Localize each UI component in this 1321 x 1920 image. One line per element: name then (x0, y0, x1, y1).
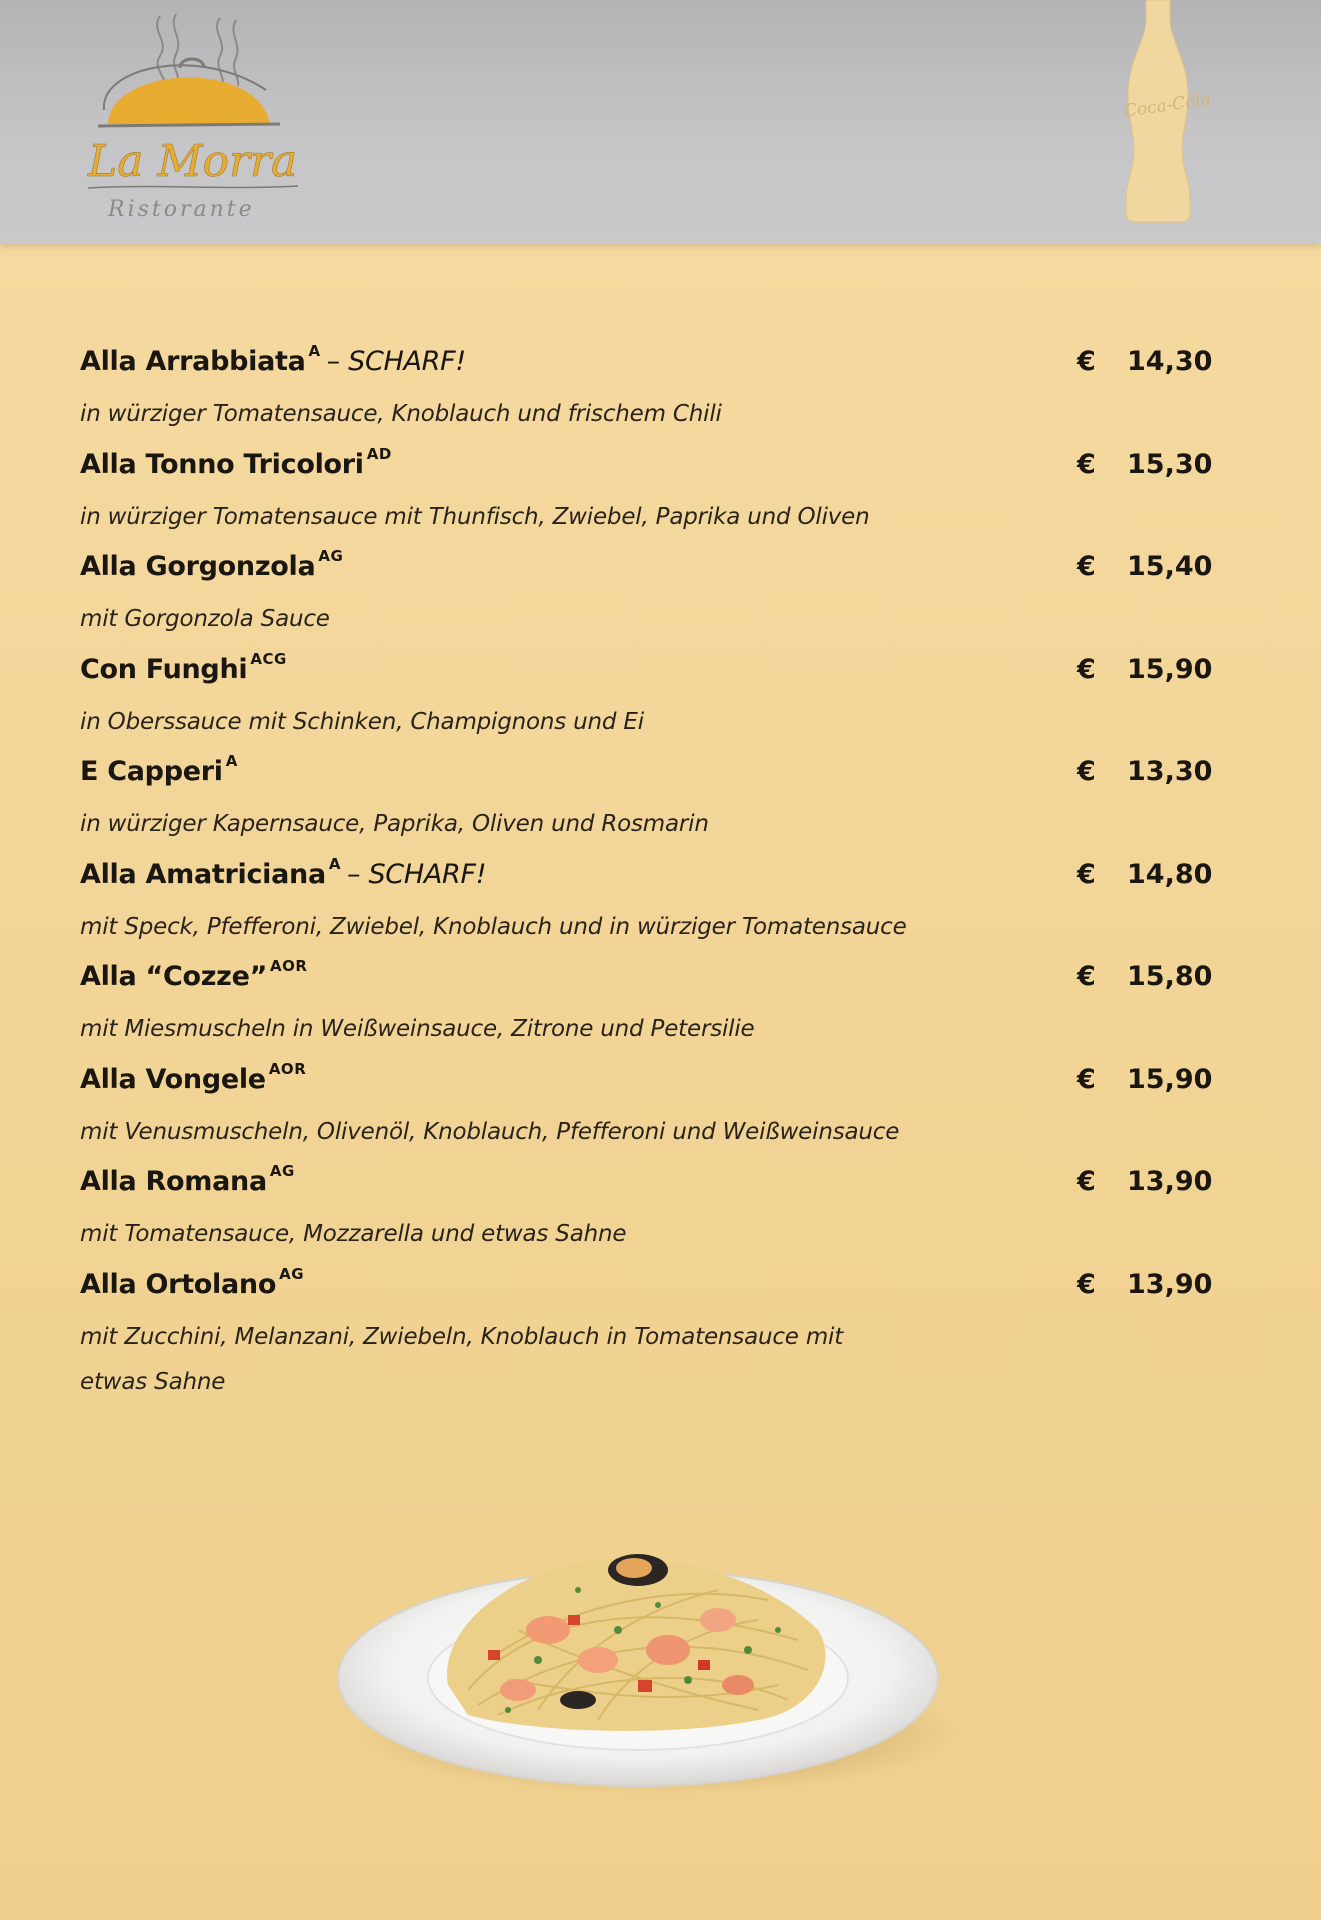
menu-item (80, 750, 1213, 853)
menu-item (80, 853, 1213, 956)
dish-name: Alla Amatriciana $^A$ – SCHARF! (80, 854, 487, 890)
spicy-note: – SCHARF! (326, 346, 466, 377)
dish-name: Alla Arrabbiata $^A$ – SCHARF! (80, 342, 466, 377)
allergen-codes: AOR (270, 957, 308, 975)
allergen-codes: AG (279, 1264, 305, 1283)
dish-name: Alla Gorgonzola $^{AG}$ (80, 547, 344, 582)
spicy-note: – SCHARF! (346, 858, 487, 890)
dish-description: in würziger Tomatensauce mit Thunfisch, Zwiebel, Paprika und Oliven (80, 503, 870, 530)
menu-item (80, 443, 1213, 546)
dish-name: Alla Vongele $^{AOR}$ (80, 1059, 307, 1095)
allergen-codes: A (328, 854, 341, 873)
dish-name: Alla “Cozze” $^{AOR}$ (80, 957, 308, 992)
dish-name: Con Funghi $^{ACG}$ (80, 649, 287, 685)
dish-price: € 13,30 (1077, 756, 1213, 787)
menu-item (80, 955, 1213, 1058)
dish-price: € 15,30 (1077, 448, 1213, 480)
menu-item (80, 1160, 1213, 1263)
allergen-codes: AOR (268, 1059, 307, 1078)
dish-description: mit Miesmuscheln in Weißweinsauce, Zitrone und Petersilie (80, 1016, 755, 1042)
menu-item (80, 648, 1213, 751)
dish-description: mit Tomatensauce, Mozzarella und etwas Sahne (80, 1221, 627, 1247)
pasta-menu-list (80, 340, 1213, 1395)
dish-price: € 15,40 (1077, 551, 1213, 582)
allergen-codes: A (308, 342, 321, 360)
menu-item (80, 340, 1213, 443)
dish-name: E Capperi $^A$ (80, 752, 238, 787)
dish-price: € 15,80 (1077, 961, 1213, 992)
dish-description: in würziger Tomatensauce, Knoblauch und frischem Chili (80, 401, 722, 427)
cola-bottle-icon (1118, 0, 1213, 224)
dish-price: € 14,30 (1077, 346, 1213, 377)
allergen-codes: AG (318, 547, 344, 565)
dish-description: in würziger Kapernsauce, Paprika, Oliven und Rosmarin (80, 811, 709, 837)
allergen-codes: AD (366, 444, 392, 463)
dish-price: € 15,90 (1077, 1063, 1213, 1095)
dish-price: € 15,90 (1077, 653, 1213, 685)
dish-name: Alla Romana $^{AG}$ (80, 1162, 295, 1197)
allergen-codes: A (225, 752, 238, 770)
menu-item (80, 1058, 1213, 1161)
dish-name: Alla Tonno Tricolori $^{AD}$ (80, 444, 392, 480)
dish-description: in Oberssauce mit Schinken, Champignons und Ei (80, 708, 644, 735)
dish-description: mit Venusmuscheln, Olivenöl, Knoblauch, Pfefferoni und Weißweinsauce (80, 1118, 900, 1145)
dish-price: € 14,80 (1077, 858, 1213, 890)
header-band (0, 0, 1321, 244)
bottle-brand: Coca-Cola (1122, 89, 1213, 122)
dish-description: mit Speck, Pfefferoni, Zwiebel, Knoblauch und in würziger Tomatensauce (80, 913, 907, 940)
dish-price: € 13,90 (1077, 1166, 1213, 1197)
menu-item (80, 1263, 1213, 1395)
pasta-plate-image (338, 1510, 958, 1800)
menu-item (80, 545, 1213, 648)
logo-subtitle: Ristorante (108, 197, 255, 222)
restaurant-logo (80, 6, 310, 224)
allergen-codes: AG (269, 1162, 295, 1180)
dish-price: € 13,90 (1077, 1268, 1213, 1300)
dish-description: mit Gorgonzola Sauce (80, 606, 330, 632)
dish-description: mit Zucchini, Melanzani, Zwiebeln, Knoblauch in Tomatensauce mit etwas Sahne (80, 1323, 844, 1395)
allergen-codes: ACG (250, 649, 287, 668)
logo-name: La Morra (88, 136, 298, 187)
dish-name: Alla Ortolano $^{AG}$ (80, 1264, 305, 1300)
